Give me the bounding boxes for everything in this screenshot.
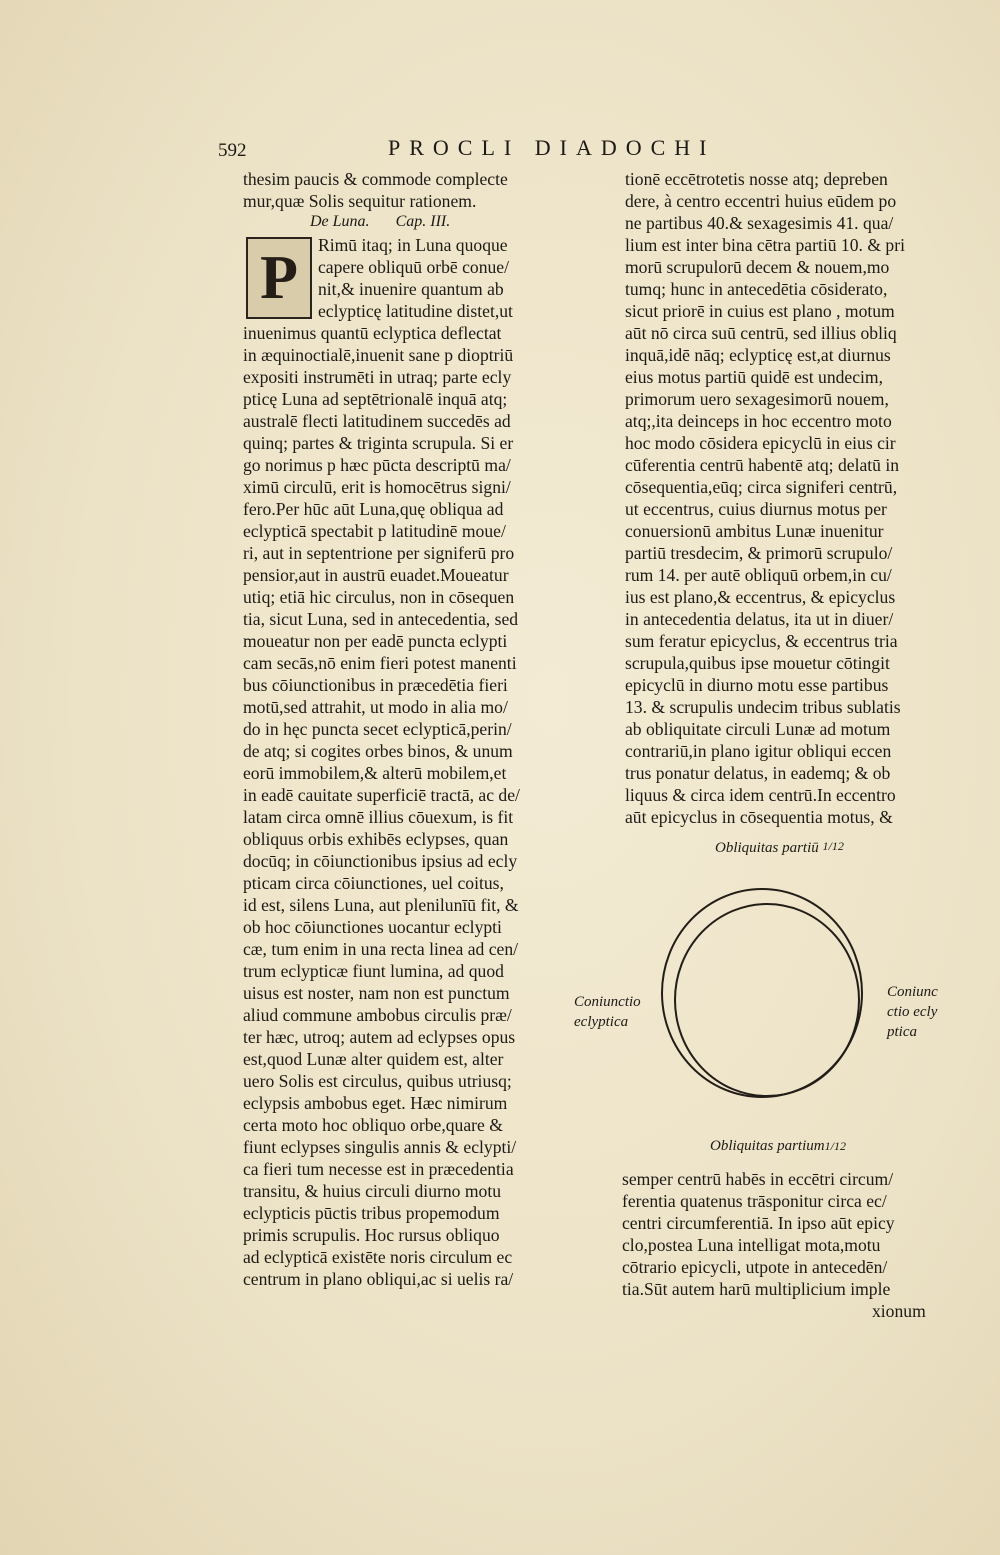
text-line: fiunt eclypses singulis annis & eclypti/ bbox=[243, 1137, 517, 1157]
chapter-number: Cap. III. bbox=[395, 213, 451, 230]
text-line: primorum uero sexagesimorū nouem, bbox=[625, 389, 889, 409]
text-line: conuersionū ambitus Lunæ inuenitur bbox=[625, 521, 884, 541]
text-line: semper centrū habēs in eccētri circum/ bbox=[622, 1169, 894, 1189]
text-line: aūt nō circa suū centrū, sed illius obliq bbox=[625, 323, 897, 343]
text-line: in æquinoctialē,inuenit sane p dioptriū bbox=[243, 345, 514, 365]
text-line: uero Solis est circulus, quibus utriusq; bbox=[243, 1071, 512, 1091]
text-line: ob hoc cōiunctiones uocantur eclypti bbox=[243, 917, 502, 937]
page-number: 592 bbox=[218, 140, 247, 161]
text-line: centrum in plano obliqui,ac si uelis ra/ bbox=[243, 1269, 514, 1289]
text-line: 13. & scrupulis undecim tribus sublatis bbox=[625, 697, 901, 717]
text-line: cūferentia centrū habentē atq; delatū in bbox=[625, 455, 900, 475]
text-line: latam circa omnē illius cōuexum, is fit bbox=[243, 807, 514, 827]
text-line: pticam circa cōiunctiones, uel coitus, bbox=[243, 873, 504, 893]
decorated-initial bbox=[246, 237, 312, 319]
text-line: utiq; etiā hic circulus, non in cōsequen bbox=[243, 587, 515, 607]
text-line: tia.Sūt autem harū multiplicium imple bbox=[622, 1279, 891, 1299]
text-line: mur,quæ Solis sequitur rationem. bbox=[243, 191, 477, 211]
text-line: ca fieri tum necesse est in præcedentia bbox=[243, 1159, 514, 1179]
top-fraction: 1/12 bbox=[822, 839, 844, 853]
figure-top-label bbox=[715, 838, 844, 858]
text-line: tionē eccētrotetis nosse atq; depreben bbox=[625, 169, 888, 189]
text-line: bus cōiunctionibus in præcedētia fieri bbox=[243, 675, 508, 695]
text-line: certa moto hoc obliquo orbe,quare & bbox=[243, 1115, 503, 1135]
text-line: cam secās,nō enim fieri potest manenti bbox=[243, 653, 517, 673]
initial-adjacent-text bbox=[318, 234, 513, 322]
text-line: tia, sicut Luna, sed in antecedentia, sed bbox=[243, 609, 519, 629]
right-column-body bbox=[625, 168, 905, 828]
top-label-text: Obliquitas partiū bbox=[715, 840, 819, 856]
text-line: fero.Per hūc aūt Luna,quę obliqua ad bbox=[243, 499, 504, 519]
text-line: ab obliquitate circuli Lunæ ad motum bbox=[625, 719, 891, 739]
figure-right-label bbox=[887, 982, 938, 1042]
bottom-fraction: 1/12 bbox=[824, 1139, 846, 1153]
text-line: ne partibus 40.& sexagesimis 41. qua/ bbox=[625, 213, 894, 233]
text-line: trus ponatur delatus, in eademq; & ob bbox=[625, 763, 891, 783]
text-line: eclypticā spectabit p latitudinē moue/ bbox=[243, 521, 506, 541]
text-line: hoc modo cōsidera epicyclū in eius cir bbox=[625, 433, 896, 453]
catchword: xionum bbox=[872, 1301, 926, 1321]
text-line: contrariū,in plano igitur obliqui eccen bbox=[625, 741, 892, 761]
left-column-body bbox=[243, 322, 520, 1290]
bottom-label-text: Obliquitas partium bbox=[710, 1138, 825, 1154]
text-line: epicyclū in diurno motu esse partibus bbox=[625, 675, 889, 695]
text-line: cæ, tum enim in una recta linea ad cen/ bbox=[243, 939, 519, 959]
text-line: rum 14. per autē obliquū orbem,in cu/ bbox=[625, 565, 892, 585]
text-line: eorū immobilem,& alterū mobilem,et bbox=[243, 763, 507, 783]
text-line: obliquus orbis exhibēs eclypses, quan bbox=[243, 829, 509, 849]
text-line: inquā,idē nāq; eclypticę est,at diurnus bbox=[625, 345, 891, 365]
text-line: ximū circulū, erit is homocētrus signi/ bbox=[243, 477, 511, 497]
text-line: ut eccentrus, cuius diurnus motus per bbox=[625, 499, 887, 519]
text-line: ferentia quatenus trāsponitur circa ec/ bbox=[622, 1191, 887, 1211]
text-line: thesim paucis & commode complecte bbox=[243, 169, 508, 189]
text-line: motū,sed attrahit, ut modo in alia mo/ bbox=[243, 697, 508, 717]
text-line: eclypticę latitudine distet,ut bbox=[318, 301, 513, 321]
text-line: nit,& inuenire quantum ab bbox=[318, 279, 504, 299]
inner-circle bbox=[675, 904, 859, 1096]
text-line: inuenimus quantū eclyptica deflectat bbox=[243, 323, 502, 343]
text-line: clo,postea Luna intelligat mota,motu bbox=[622, 1235, 881, 1255]
text-line: est,quod Lunæ alter quidem est, alter bbox=[243, 1049, 504, 1069]
text-line: in eadē cauitate superficiē tractā, ac de/ bbox=[243, 785, 520, 805]
text-line: sicut priorē in cuius est plano , motum bbox=[625, 301, 895, 321]
left-label-line: eclyptica bbox=[574, 1014, 629, 1030]
text-line: scrupula,quibus ipse mouetur cōtingit bbox=[625, 653, 890, 673]
text-line: id est, silens Luna, aut plenilunīū fit, & bbox=[243, 895, 519, 915]
text-line: pensior,aut in austrū euadet.Moueatur bbox=[243, 565, 509, 585]
initial-letter: P bbox=[260, 244, 298, 312]
left-column-top bbox=[243, 168, 508, 212]
text-line: dere, à centro eccentri huius eūdem po bbox=[625, 191, 897, 211]
text-line: transitu, & huius circuli diurno motu bbox=[243, 1181, 502, 1201]
text-line: cōsequentia,eūq; circa signiferi centrū, bbox=[625, 477, 898, 497]
text-line: pticę Luna ad septētrionalē inquā atq; bbox=[243, 389, 508, 409]
left-label-line: Coniunctio bbox=[574, 994, 641, 1010]
lunar-orbit-diagram bbox=[655, 870, 875, 1120]
text-line: ri, aut in septentrione per signiferū pro bbox=[243, 543, 515, 563]
figure-left-label bbox=[574, 992, 641, 1032]
text-line: eius motus partiū quidē est undecim, bbox=[625, 367, 883, 387]
text-line: primis scrupulis. Hoc rursus obliquo bbox=[243, 1225, 500, 1245]
text-line: atq;,ita deinceps in hoc eccentro moto bbox=[625, 411, 892, 431]
text-line: aūt epicyclus in cōsequentia motus, & bbox=[625, 807, 893, 827]
text-line: de atq; si cogites orbes binos, & unum bbox=[243, 741, 513, 761]
text-line: eclypsis ambobus eget. Hæc nimirum bbox=[243, 1093, 508, 1113]
text-line: uisus est noster, nam non est punctum bbox=[243, 983, 510, 1003]
text-line: go norimus p hæc pūcta descriptū ma/ bbox=[243, 455, 511, 475]
text-line: trum eclypticæ fiunt lumina, ad quod bbox=[243, 961, 504, 981]
text-line: centri circumferentiā. In ipso aūt epicy bbox=[622, 1213, 895, 1233]
chapter-heading bbox=[310, 213, 472, 231]
text-line: eclypticis pūctis tribus propemodum bbox=[243, 1203, 500, 1223]
text-line: docūq; in cōiunctionibus ipsius ad ecly bbox=[243, 851, 518, 871]
text-line: do in hęc puncta secet eclypticā,perin/ bbox=[243, 719, 512, 739]
right-label-line: Coniunc bbox=[887, 984, 938, 1000]
right-label-line: ptica bbox=[887, 1024, 917, 1040]
text-line: aliud commune ambobus circulis præ/ bbox=[243, 1005, 512, 1025]
text-line: ad eclypticā existēte noris circulum ec bbox=[243, 1247, 513, 1267]
text-line: lium est inter bina cētra partiū 10. & pri bbox=[625, 235, 905, 255]
text-line: partiū tresdecim, & primorū scrupulo/ bbox=[625, 543, 893, 563]
text-line: moueatur non per eadē puncta eclypti bbox=[243, 631, 508, 651]
text-line: cōtrario epicycli, utpote in antecedēn/ bbox=[622, 1257, 888, 1277]
text-line: quinq; partes & triginta scrupula. Si er bbox=[243, 433, 514, 453]
outer-circle bbox=[662, 889, 862, 1097]
text-line: ius est plano,& eccentrus, & epicyclus bbox=[625, 587, 896, 607]
right-column-bottom bbox=[622, 1168, 926, 1322]
text-line: in antecedentia delatus, ita ut in diuer/ bbox=[625, 609, 894, 629]
running-head: PROCLI DIADOCHI bbox=[388, 135, 716, 160]
text-line: liquus & circa idem centrū.In eccentro bbox=[625, 785, 896, 805]
text-line: expositi instrumēti in utraq; parte ecly bbox=[243, 367, 512, 387]
text-line: Rimū itaq; in Luna quoque bbox=[318, 235, 508, 255]
text-line: tumq; hunc in antecedētia cōsiderato, bbox=[625, 279, 888, 299]
section-title: De Luna. bbox=[310, 213, 370, 230]
right-label-line: ctio ecly bbox=[887, 1004, 938, 1020]
figure-bottom-label bbox=[710, 1136, 846, 1156]
text-line: ter hæc, utroq; autem ad eclypses opus bbox=[243, 1027, 516, 1047]
text-line: capere obliquū orbē conue/ bbox=[318, 257, 510, 277]
text-line: sum feratur epicyclus, & eccentrus tria bbox=[625, 631, 898, 651]
text-line: morū scrupulorū decem & nouem,mo bbox=[625, 257, 890, 277]
text-line: australē flecti latitudinem succedēs ad bbox=[243, 411, 511, 431]
